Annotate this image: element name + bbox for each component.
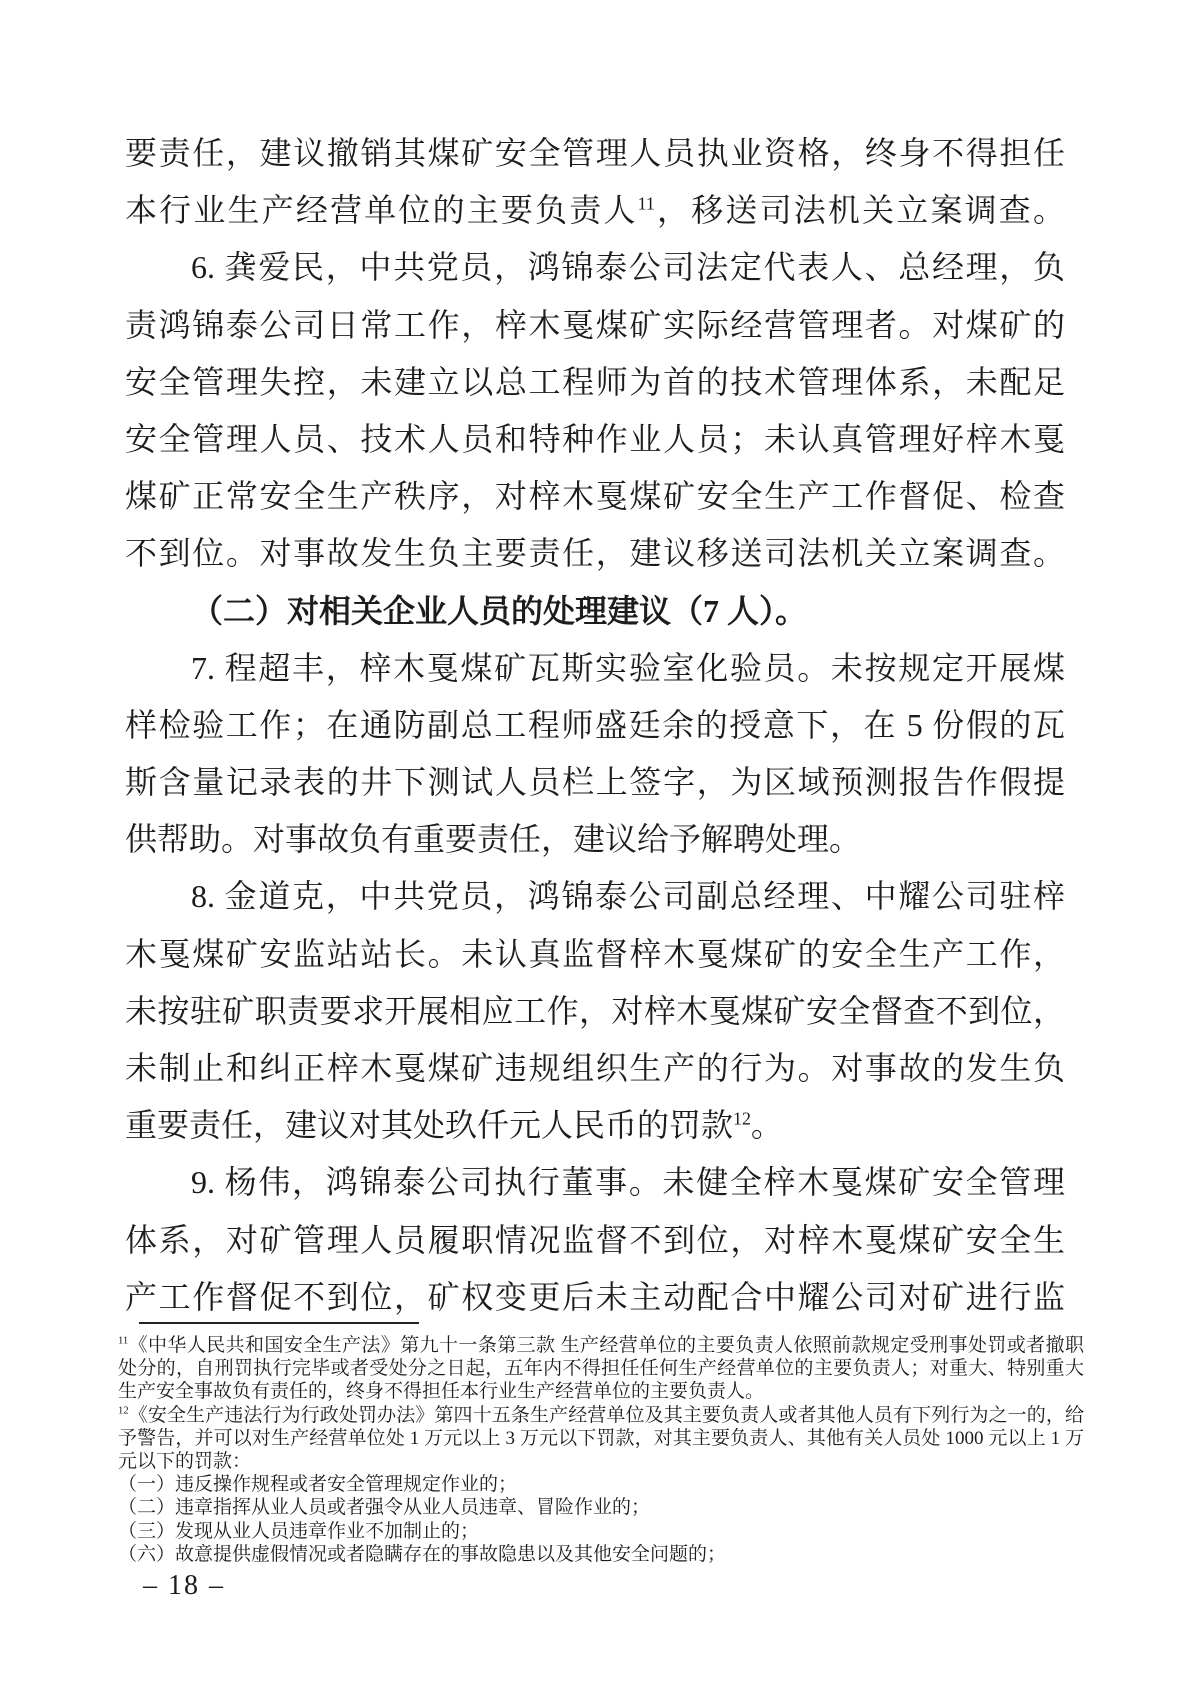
- footnote-text: 《安全生产违法行为行政处罚办法》第四十五条生产经营单位及其主要负责人或者其他人员有下列行为之一的，给: [128, 1404, 1084, 1426]
- superscript-ref-11: 11: [637, 193, 655, 214]
- footnote-marker-11: 11: [118, 1335, 129, 1347]
- body-line: 要责任，建议撤销其煤矿安全管理人员执业资格，终身不得担任: [125, 135, 1065, 171]
- body-line: 6. 龚爱民，中共党员，鸿锦泰公司法定代表人、总经理，负: [191, 249, 1065, 286]
- body-line: 斯含量记录表的井下测试人员栏上签字，为区域预测报告作假提: [125, 764, 1065, 801]
- body-line: 煤矿正常安全生产秩序，对梓木戛煤矿安全生产工作督促、检查: [125, 478, 1065, 515]
- body-text: ，移送司法机关立案调查。: [654, 192, 1065, 229]
- footnote-line: [118, 1404, 1084, 1427]
- footnote-marker-12: 12: [118, 1405, 129, 1417]
- footnote-line: 生产安全事故负有责任的，终身不得担任本行业生产经营单位的主要负责人。: [118, 1381, 765, 1403]
- body-text: 本行业生产经营单位的主要负责人: [125, 192, 638, 229]
- footnote-line: 予警告，并可以对生产经营单位处 1 万元以上 3 万元以下罚款，对其主要负责人、其他有关人员处 1000 元以上 1 万: [118, 1427, 1084, 1449]
- body-line: 9. 杨伟，鸿锦泰公司执行董事。未健全梓木戛煤矿安全管理: [191, 1164, 1065, 1201]
- body-line: 供帮助。对事故负有重要责任，建议给予解聘处理。: [125, 821, 862, 858]
- footnote-line: （三）发现从业人员违章作业不加制止的；: [118, 1520, 480, 1542]
- footnote-line: （一）违反操作规程或者安全管理规定作业的；: [118, 1474, 518, 1496]
- body-line: 样检验工作；在通防副总工程师盛廷余的授意下，在 5 份假的瓦: [125, 706, 1065, 743]
- body-line: 责鸿锦泰公司日常工作，梓木戛煤矿实际经营管理者。对煤矿的: [125, 306, 1065, 343]
- footnote-separator: [139, 1322, 419, 1324]
- footnote-line: 处分的，自刑罚执行完毕或者受处分之日起，五年内不得担任任何生产经营单位的主要负责人；对重大、特别重大: [118, 1358, 1084, 1380]
- footnote-line: 元以下的罚款：: [118, 1450, 252, 1472]
- superscript-ref-12: 12: [733, 1108, 751, 1129]
- footnote-line: [118, 1334, 1084, 1357]
- body-line: 8. 金道克，中共党员，鸿锦泰公司副总经理、中耀公司驻梓: [191, 878, 1065, 915]
- body-line: 体系，对矿管理人员履职情况监督不到位，对梓木戛煤矿安全生: [125, 1221, 1065, 1258]
- body-text: 。: [750, 1107, 783, 1144]
- footnotes-block: [118, 1334, 1084, 1566]
- body-text: 重要责任，建议对其处玖仟元人民币的罚款: [125, 1107, 734, 1144]
- body-line: 未制止和纠正梓木戛煤矿违规组织生产的行为。对事故的发生负: [125, 1050, 1065, 1086]
- body-line: 安全管理人员、技术人员和特种作业人员；未认真管理好梓木戛: [125, 420, 1065, 457]
- section-heading: （二）对相关企业人员的处理建议（7 人）。: [191, 592, 808, 629]
- body-line: 未按驻矿职责要求开展相应工作，对梓木戛煤矿安全督查不到位，: [125, 992, 1065, 1029]
- footnote-text: 《中华人民共和国安全生产法》第九十一条第三款 生产经营单位的主要负责人依照前款规定受刑事处罚或者撤职: [128, 1335, 1084, 1356]
- body-line: 不到位。对事故发生负主要责任，建议移送司法机关立案调查。: [125, 535, 1065, 572]
- body-text-block: [125, 125, 1065, 1326]
- body-line: [125, 1097, 1065, 1154]
- body-line: 产工作督促不到位，矿权变更后未主动配合中耀公司对矿进行监: [125, 1278, 1065, 1315]
- body-line: 7. 程超丰，梓木戛煤矿瓦斯实验室化验员。未按规定开展煤: [191, 649, 1065, 686]
- body-line: 木戛煤矿安监站站长。未认真监督梓木戛煤矿的安全生产工作，: [125, 935, 1065, 972]
- footnote-line: （二）违章指挥从业人员或者强令从业人员违章、冒险作业的；: [118, 1497, 651, 1519]
- footnote-line: （六）故意提供虚假情况或者隐瞒存在的事故隐患以及其他安全问题的；: [118, 1543, 727, 1565]
- body-line: [125, 182, 1065, 239]
- body-line: 安全管理失控，未建立以总工程师为首的技术管理体系，未配足: [125, 363, 1065, 400]
- page-number: – 18 –: [143, 1570, 225, 1601]
